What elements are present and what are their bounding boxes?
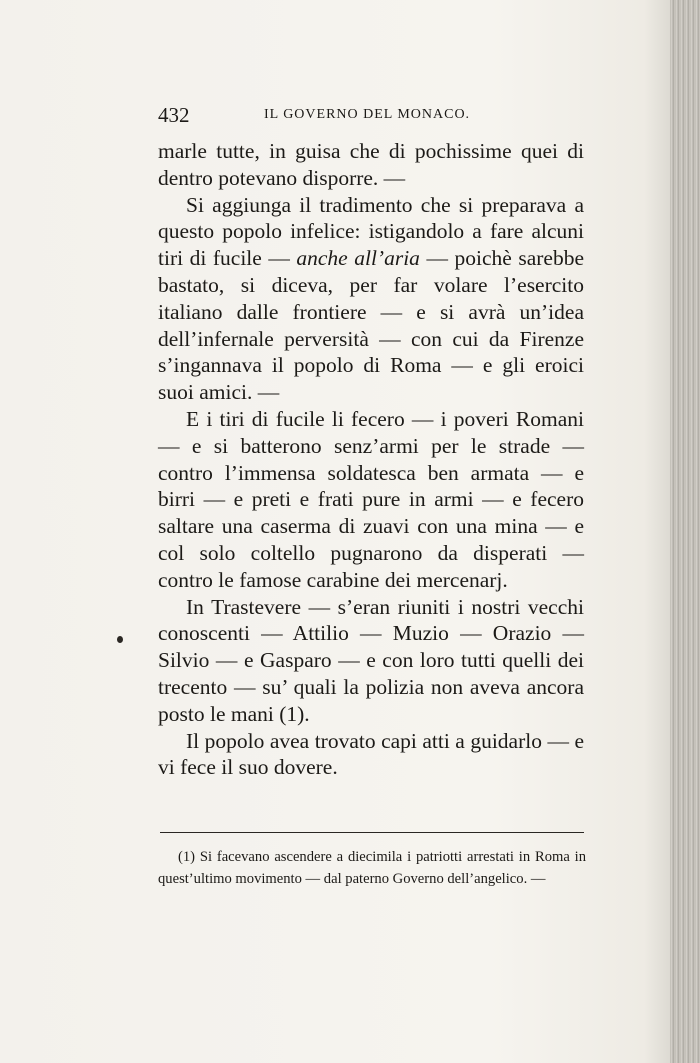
ink-spot: [117, 636, 123, 643]
paragraph: E i tiri di fucile li fecero — i poveri Romani — e si batterono senz’armi per le strade — contro l’immensa soldatesca ben armata — e birri — e preti e frati pure in armi — e fecero saltare una caserma di zuavi con una mina — e col solo coltello pugnarono da disperati — contro le famose carabine dei mercenarj.: [158, 406, 584, 592]
footnote: [158, 846, 586, 890]
paragraph: Si aggiunga il tradimento che si preparava a questo popolo infelice: istigandolo a fare alcuni tiri di fucile — anche all’aria — poichè sarebbe bastato, si diceva, per far volare l’esercito italiano dalle frontiere — e si avrà un’idea dell’infernale perversità — con cui da Firenze s’ingannava il popolo di Roma — e gli eroici suoi amici. —: [158, 192, 584, 405]
paragraph: marle tutte, in guisa che di pochissime quei di dentro potevano disporre. —: [158, 139, 584, 190]
running-title: IL GOVERNO DEL MONACO.: [264, 107, 471, 122]
footnote-text: (1) Si facevano ascendere a diecimila i patriotti arrestati in Roma in quest’ultimo movimento — dal paterno Governo dell’angelico. —: [158, 849, 586, 887]
paragraph: In Trastevere — s’eran riuniti i nostri vecchi conoscenti — Attilio — Muzio — Orazio — Silvio — e Gasparo — e con loro tutti quelli dei trecento — su’ quali la polizia non aveva ancora posto le mani (1).: [158, 594, 584, 726]
paragraph: Il popolo avea trovato capi atti a guidarlo — e vi fece il suo dovere.: [158, 728, 584, 780]
footnote-rule: [160, 832, 584, 833]
running-head: [158, 100, 628, 130]
page-edge: [670, 0, 700, 1063]
page-number: 432: [158, 103, 190, 127]
body-text: [158, 138, 584, 781]
italic-phrase: anche all’aria: [296, 246, 420, 271]
